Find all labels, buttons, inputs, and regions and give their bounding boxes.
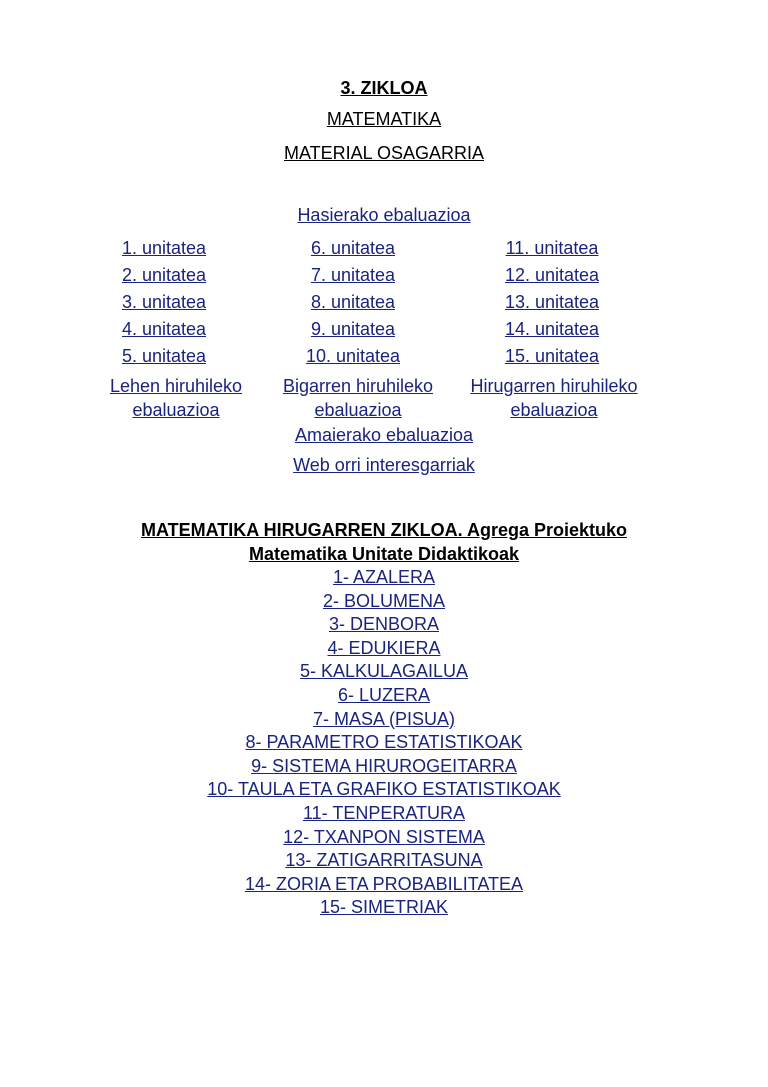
final-evaluation-link[interactable]: Amaierako ebaluazioa <box>294 425 474 445</box>
didactic-unit-link[interactable]: 1- AZALERA <box>332 567 436 587</box>
web-links-link[interactable]: Web orri interesgarriak <box>293 455 475 475</box>
second-term-evaluation-link[interactable]: Bigarren hiruhileko <box>282 376 434 396</box>
unit-link[interactable]: 2. unitatea <box>121 265 207 285</box>
unit-link[interactable]: 6. unitatea <box>310 238 396 258</box>
didactic-units-list <box>0 566 768 920</box>
unit-link[interactable]: 8. unitatea <box>310 292 396 312</box>
second-term-evaluation-link-2[interactable]: ebaluazioa <box>314 400 402 420</box>
didactic-unit-link[interactable]: 2- BOLUMENA <box>322 590 446 611</box>
first-term-evaluation <box>90 374 262 422</box>
second-term-evaluation <box>268 374 448 422</box>
didactic-unit-link[interactable]: 7- MASA (PISUA) <box>312 708 456 729</box>
unit-link[interactable]: 12. unitatea <box>504 265 600 285</box>
unit-link[interactable]: 3. unitatea <box>121 292 207 312</box>
unit-link[interactable]: 11. unitatea <box>505 238 599 258</box>
third-term-evaluation-link-2[interactable]: ebaluazioa <box>510 400 598 420</box>
section-title-line-1: MATEMATIKA HIRUGARREN ZIKLOA. Agrega Proiektuko <box>140 520 627 540</box>
unit-link[interactable]: 1. unitatea <box>121 238 207 258</box>
third-term-evaluation <box>454 374 654 422</box>
unit-link[interactable]: 7. unitatea <box>310 265 396 285</box>
unit-link[interactable]: 5. unitatea <box>121 346 207 366</box>
subtitle-heading: MATERIAL OSAGARRIA <box>283 143 485 163</box>
first-term-evaluation-link-2[interactable]: ebaluazioa <box>132 400 220 420</box>
units-column-2 <box>265 235 441 370</box>
didactic-unit-link[interactable]: 8- PARAMETRO ESTATISTIKOAK <box>245 732 523 753</box>
didactic-unit-link[interactable]: 4- EDUKIERA <box>327 637 441 658</box>
didactic-unit-link[interactable]: 10- TAULA ETA GRAFIKO ESTATISTIKOAK <box>207 779 561 800</box>
units-column-1 <box>78 235 250 370</box>
unit-link[interactable]: 15. unitatea <box>504 346 600 366</box>
didactic-unit-link[interactable]: 15- SIMETRIAK <box>319 897 449 918</box>
page-title: 3. ZIKLOA <box>340 78 428 98</box>
didactic-unit-link[interactable]: 14- ZORIA ETA PROBABILITATEA <box>244 873 524 894</box>
didactic-unit-link[interactable]: 3- DENBORA <box>328 614 440 635</box>
didactic-unit-link[interactable]: 9- SISTEMA HIRUROGEITARRA <box>251 755 517 776</box>
unit-link[interactable]: 13. unitatea <box>504 292 600 312</box>
unit-link[interactable]: 10. unitatea <box>305 346 401 366</box>
didactic-unit-link[interactable]: 12- TXANPON SISTEMA <box>283 826 485 847</box>
units-column-3 <box>452 235 652 370</box>
didactic-unit-link[interactable]: 13- ZATIGARRITASUNA <box>285 850 483 871</box>
unit-link[interactable]: 14. unitatea <box>504 319 600 339</box>
initial-evaluation-link[interactable]: Hasierako ebaluazioa <box>297 205 471 225</box>
unit-link[interactable]: 9. unitatea <box>310 319 396 339</box>
didactic-unit-link[interactable]: 11- TENPERATURA <box>302 802 466 823</box>
first-term-evaluation-link[interactable]: Lehen hiruhileko <box>109 376 243 396</box>
didactic-unit-link[interactable]: 6- LUZERA <box>337 684 431 705</box>
didactic-unit-link[interactable]: 5- KALKULAGAILUA <box>299 661 469 682</box>
subject-heading: MATEMATIKA <box>326 109 442 129</box>
third-term-evaluation-link[interactable]: Hirugarren hiruhileko <box>470 376 638 396</box>
unit-link[interactable]: 4. unitatea <box>121 319 207 339</box>
section-title-line-2: Matematika Unitate Didaktikoak <box>248 544 520 564</box>
